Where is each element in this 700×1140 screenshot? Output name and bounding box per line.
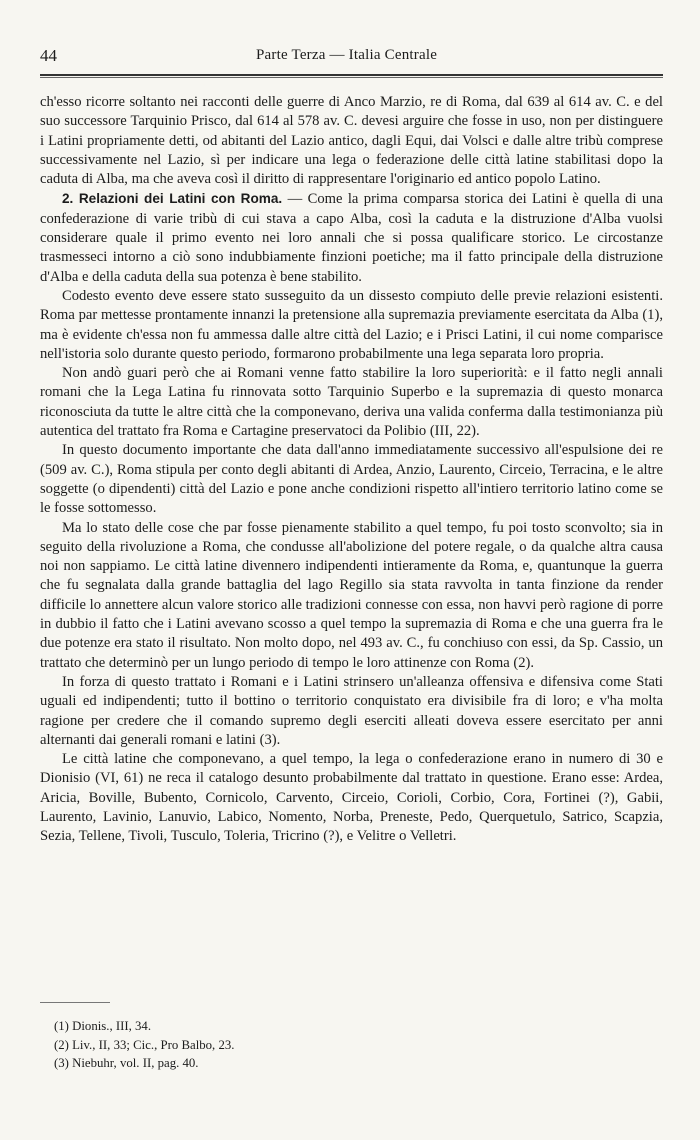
page-header (40, 46, 662, 70)
paragraph: Le città latine che componevano, a quel tempo, la lega o confederazione erano in numero di 30 e Dionisio (VI, 61) ne reca il catalogo desunto probabilmente dal trattato in questione. Erano esse: Ardea, Aricia, Boville, Bubento, Cornicolo, Carvento, Circeio, Corioli, Corbio, Cora, Fortinei (?), Gabii, Laurento, Lavinio, Lanuvio, Labico, Nomento, Norba, Preneste, Pedo, Querquetulo, Satrico, Scapzia, Sezia, Tellene, Tivoli, Tusculo, Toleria, Tricrino (?), e Velitre o Velletri. (40, 751, 663, 845)
paragraph: 2. Relazioni dei Latini con Roma. — Come la prima comparsa storica dei Latini è quella di una confederazione di varie tribù di cui stava a capo Alba, così la caduta e la distruzione d'Alba vuolsi considerare quale il primo evento nei loro annali che si possa qualificare storico. Le circostanze trasmesseci intorno a ciò sono indubbiamente finzioni poetiche; ma il fatto principale della distruzione d'Alba e della caduta della sua potenza è bene stabilito. (40, 191, 663, 285)
footnotes (54, 1017, 614, 1073)
footnote: (2) Liv., II, 33; Cic., Pro Balbo, 23. (54, 1037, 235, 1052)
paragraph: In questo documento importante che data dall'anno immediatamente successivo all'espulsione dei re (509 av. C.), Roma stipula per conto degli abitanti di Ardea, Anzio, Laurento, Circeio, Terracina, e le altre soggette (o dipendenti) città del Lazio e pone anche condizioni rispetto all'intiero territorio latino come se le fosse sottomesso. (40, 442, 663, 517)
paragraph: ch'esso ricorre soltanto nei racconti delle guerre di Anco Marzio, re di Roma, dal 639 al 614 av. C. e del suo successore Tarquinio Prisco, dal 614 al 578 av. C. devesi arguire che fosse in uso, non per distinguere i Latini propriamente detti, od abitanti del Lazio antico, dagli Equi, dai Volsci e dalle altre tribù comprese successivamente nel Lazio, sì per indicare una lega o federazione delle città latine stabilitasi dopo la caduta di Alba, ma che aveva così il diritto di rappresentare l'originario ed antico popolo Latino. (40, 94, 663, 188)
section-heading: 2. Relazioni dei Latini con Roma. (62, 191, 283, 207)
footnote: (1) Dionis., III, 34. (54, 1019, 152, 1033)
running-title: Parte Terza — Italia Centrale (256, 47, 438, 63)
paragraph: Ma lo stato delle cose che par fosse pienamente stabilito a quel tempo, fu poi tosto sconvolto; sia in seguito della rivoluzione a Roma, che condusse all'abolizione del potere regale, o da qualche altra causa noi non sappiamo. Le città latine divennero indipendenti intieramente da Roma, e, quantunque la guerra che fu segnalata dalla grande battaglia del lago Regillo sia stata ravvolta in tanta finzione da render difficile lo annettere alcun valore storico alle tradizioni connesse con essa, non havvi però ragione di porre in dubbio il fatto che i Latini avevano scosso a quel tempo la supremazia di Roma e che una guerra fra le due potenze era stato il risultato. Non molto dopo, nel 493 av. C., fu conchiuso con essi, da Sp. Cassio, un trattato che determinò per un lungo periodo di tempo le loro attinenze con Roma (2). (40, 519, 663, 671)
paragraph: In forza di questo trattato i Romani e i Latini strinsero un'alleanza offensiva e difensiva come Stati uguali ed indipendenti; tutto il bottino o territorio conquistato era divisibile fra di loro; e v'ha molta ragione per credere che il comando supremo degli eserciti alleati doveva essere esercitato per anni alternanti dai generali romani e latini (3). (40, 673, 663, 748)
body-text (40, 93, 663, 847)
header-rule (40, 74, 663, 78)
footnote: (3) Niebuhr, vol. II, pag. 40. (54, 1056, 199, 1070)
paragraph: Non andò guari però che ai Romani venne fatto stabilire la loro superiorità: e il fatto negli annali romani che la Lega Latina fu rinnovata sotto Tarquinio Superbo e la supremazia di questo monarca riconosciuta da tutte le altre città che la componevano, deriva una valida conferma dalla testimonianza più autentica del trattato fra Roma e Cartagine preservatoci da Polibio (III, 22). (40, 365, 663, 440)
paragraph: Codesto evento deve essere stato susseguito da un dissesto compiuto delle previe relazioni esistenti. Roma par mettesse prontamente innanzi la pretensione alla supremazia previamente esercitata da Alba (1), ma è evidente ch'essa non fu ammessa dalle altre città del Lazio; e i Prisci Latini, il cui nome comparisce nell'istoria solo durante questo periodo, formarono probabilmente una lega separata loro propria. (40, 287, 663, 362)
footnote-rule (40, 1002, 110, 1003)
page-number: 44 (40, 46, 57, 65)
